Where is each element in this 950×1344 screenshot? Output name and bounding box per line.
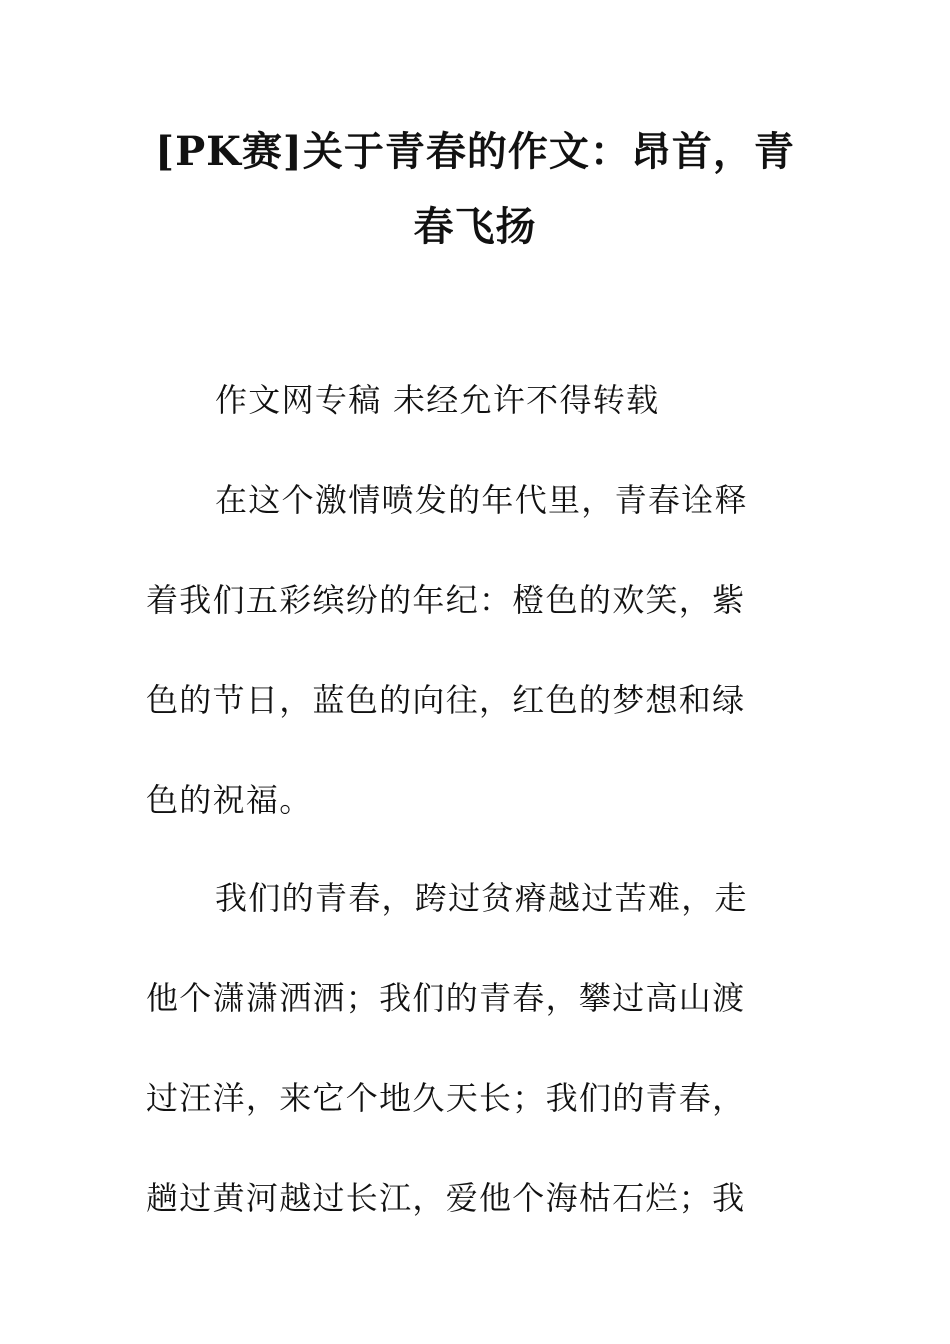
document-title-line-2: 春飞扬	[413, 203, 537, 250]
paragraph-1-line-1: 在这个激情喷发的年代里，青春诠释	[215, 481, 748, 519]
paragraph-1-line-4: 色的祝福。	[146, 781, 313, 819]
document-title-line-1: [PK赛]关于青春的作文：昂首，青	[155, 128, 795, 175]
paragraph-1-line-3: 色的节日，蓝色的向往，红色的梦想和绿	[146, 681, 746, 719]
copyright-notice: 作文网专稿 未经允许不得转载	[215, 381, 660, 419]
paragraph-2-line-1: 我们的青春，跨过贫瘠越过苦难，走	[215, 879, 748, 917]
paragraph-2-line-4: 趟过黄河越过长江，爱他个海枯石烂；我	[146, 1179, 746, 1217]
paragraph-1-line-2: 着我们五彩缤纷的年纪：橙色的欢笑，紫	[146, 581, 746, 619]
paragraph-2-line-2: 他个潇潇洒洒；我们的青春，攀过高山渡	[146, 979, 746, 1017]
paragraph-2-line-3: 过汪洋，来它个地久天长；我们的青春，	[146, 1079, 746, 1117]
